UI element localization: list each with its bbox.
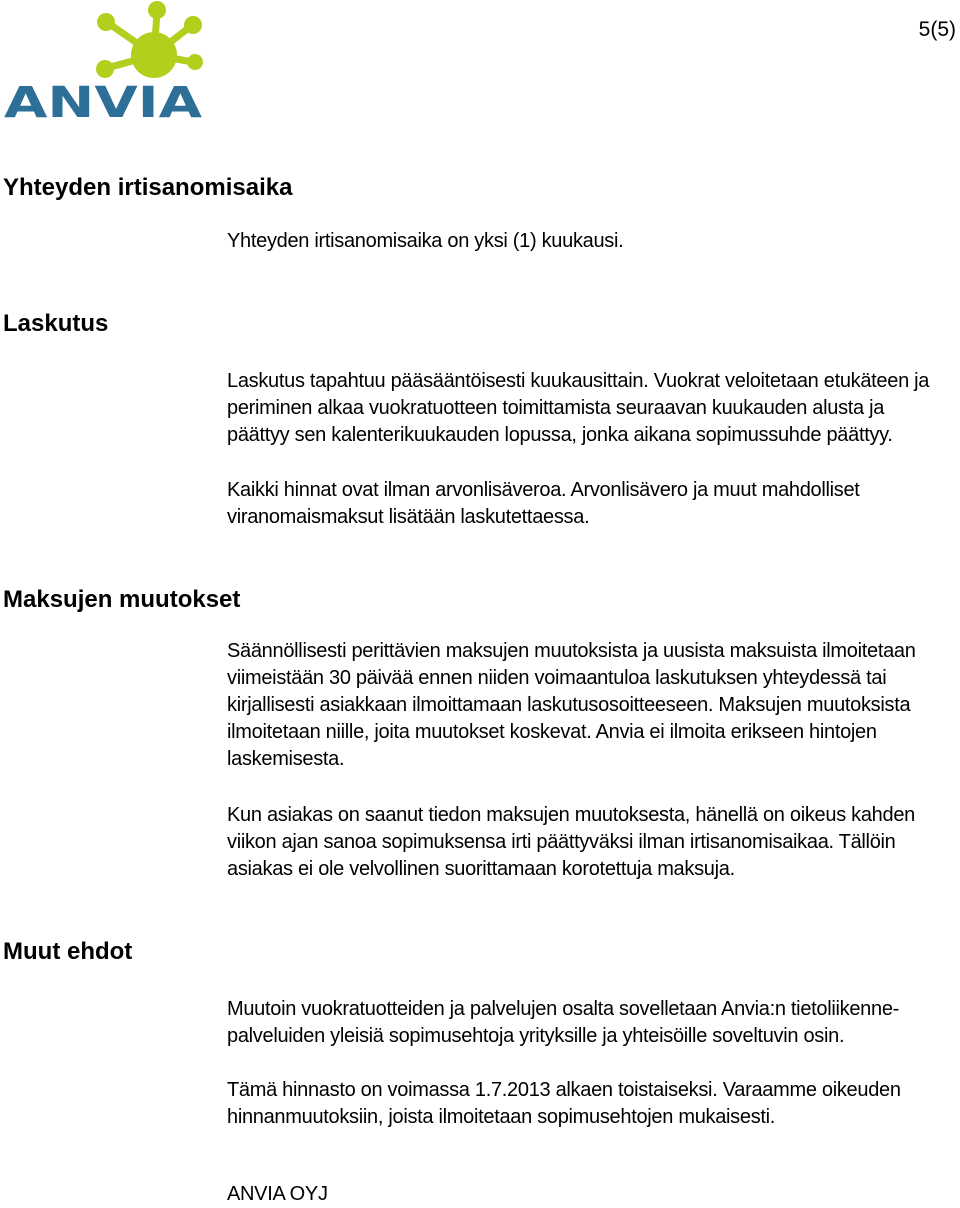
termination-right-paragraph: Kun asiakas on saanut tiedon maksujen muutoksesta, hänellä on oikeus kahden viikon ajan sanoa sopimuksensa irti päättyväksi ilman irtisanomisaikaa. Tällöin asiakas ei ole velvollinen suorittamaan korotettuja maksuja. (227, 804, 915, 880)
logo-wordmark: ANVIA (4, 78, 203, 122)
fee-changes-paragraph: Säännöllisesti perittävien maksujen muutoksista ja uusista maksuista ilmoitetaan viimeistään 30 päivää ennen niiden voimaantuloa laskutuksen yhteydessä tai kirjallisesti asiakkaan ilmoittamaan laskutusosoitteeseen. Maksujen muutoksista ilmoitetaan niille, joita muutokset koskevat. Anvia ei ilmoita erikseen hintojen laskemisesta. (227, 640, 916, 770)
anvia-logo (4, 0, 204, 122)
vat-paragraph: Kaikki hinnat ovat ilman arvonlisäveroa. Arvonlisävero ja muut mahdolliset viranomaismaksut lisätään laskutettaessa. (227, 479, 860, 528)
section-heading-cancellation: Yhteyden irtisanomisaika (3, 174, 293, 201)
section-heading-billing: Laskutus (3, 310, 109, 337)
validity-paragraph: Tämä hinnasto on voimassa 1.7.2013 alkaen toistaiseksi. Varaamme oikeuden hinnanmuutoksiin, joista ilmoitetaan sopimusehtojen mukaisesti. (227, 1079, 901, 1128)
signature: ANVIA OYJ (227, 1183, 328, 1205)
section-heading-fee-changes: Maksujen muutokset (3, 586, 241, 613)
anvia-logo-graphic (4, 0, 204, 122)
cancellation-paragraph: Yhteyden irtisanomisaika on yksi (1) kuukausi. (227, 230, 624, 252)
page-number: 5(5) (918, 18, 956, 41)
billing-paragraph: Laskutus tapahtuu pääsääntöisesti kuukausittain. Vuokrat veloitetaan etukäteen ja periminen alkaa vuokratuotteen toimittamista seuraavan kuukauden alusta ja päättyy sen kalenterikuukauden lopussa, jonka aikana sopimussuhde päättyy. (227, 370, 930, 446)
other-terms-paragraph: Muutoin vuokratuotteiden ja palvelujen osalta sovelletaan Anvia:n tietoliikenne-palveluiden yleisiä sopimusehtoja yrityksille ja yhteisöille soveltuvin osin. (227, 998, 900, 1047)
section-heading-other-terms: Muut ehdot (3, 938, 133, 965)
